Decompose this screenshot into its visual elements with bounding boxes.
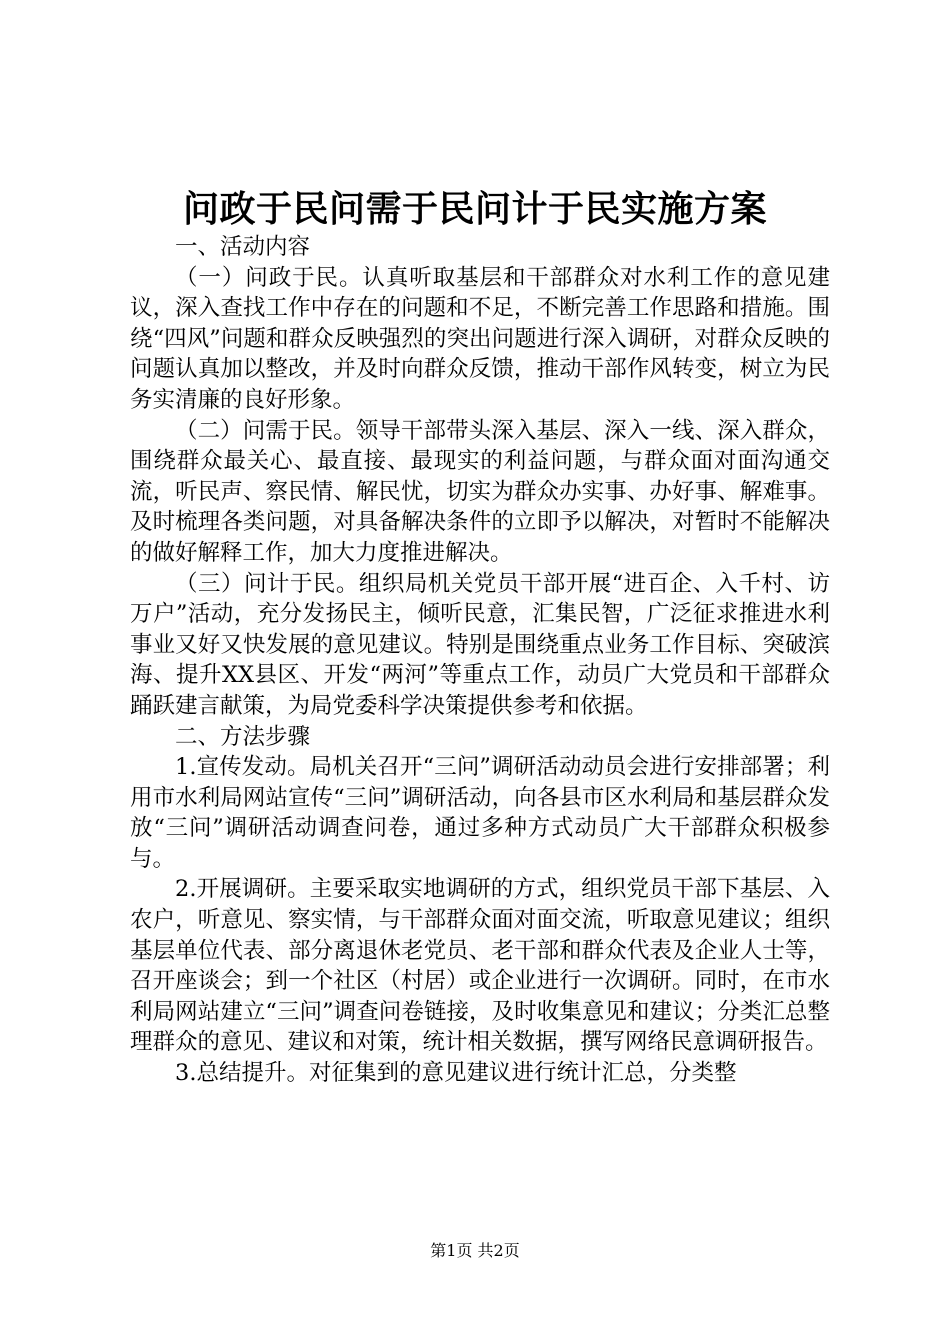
paragraph: （一）问政于民。认真听取基层和干部群众对水利工作的意见建议，深入查找工作中存在的问题和不足，不断完善工作思路和措施。围绕“四风”问题和群众反映强烈的突出问题进行深入调研，对群众反映的问题认真加以整改，并及时向群众反馈，推动干部作风转变，树立为民务实清廉的良好形象。: [130, 264, 830, 413]
paragraph: 2.开展调研。主要采取实地调研的方式，组织党员干部下基层、入农户，听意见、察实情，与干部群众面对面交流，听取意见建议；组织基层单位代表、部分离退休老党员、老干部和群众代表及企业人士等，召开座谈会；到一个社区（村居）或企业进行一次调研。同时，在市水利局网站建立“三问”调查问卷链接，及时收集意见和建议；分类汇总整理群众的意见、建议和对策，统计相关数据，撰写网络民意调研报告。: [130, 876, 830, 1056]
section-heading: 一、活动内容: [175, 234, 311, 260]
paragraph: （三）问计于民。组织局机关党员干部开展“进百企、入千村、访万户”活动，充分发扬民主，倾听民意，汇集民智，广泛征求推进水利事业又好又快发展的意见建议。特别是围绕重点业务工作目标、突破滨海、提升XX县区、开发“两河”等重点工作，动员广大党员和干部群众踊跃建言献策，为局党委科学决策提供参考和依据。: [130, 570, 830, 719]
document-title: 问政于民问需于民问计于民实施方案: [182, 188, 767, 230]
paragraph: 1.宣传发动。局机关召开“三问”调研活动动员会进行安排部署；利用市水利局网站宣传“三问”调研活动，向各县市区水利局和基层群众发放“三问”调研活动调查问卷，通过多种方式动员广大干部群众积极参与。: [130, 754, 830, 872]
section-heading: 二、方法步骤: [175, 723, 311, 750]
paragraph: 3.总结提升。对征集到的意见建议进行统计汇总，分类整: [175, 1060, 737, 1087]
document-body: [130, 232, 830, 1089]
paragraph: （二）问需于民。领导干部带头深入基层、深入一线、深入群众，围绕群众最关心、最直接、最现实的利益问题，与群众面对面沟通交流，听民声、察民情、解民忧，切实为群众办实事、办好事、解难事。及时梳理各类问题，对具备解决条件的立即予以解决，对暂时不能解决的做好解释工作，加大力度推进解决。: [130, 417, 830, 566]
page-number-footer: 第1页 共2页: [430, 1241, 520, 1260]
